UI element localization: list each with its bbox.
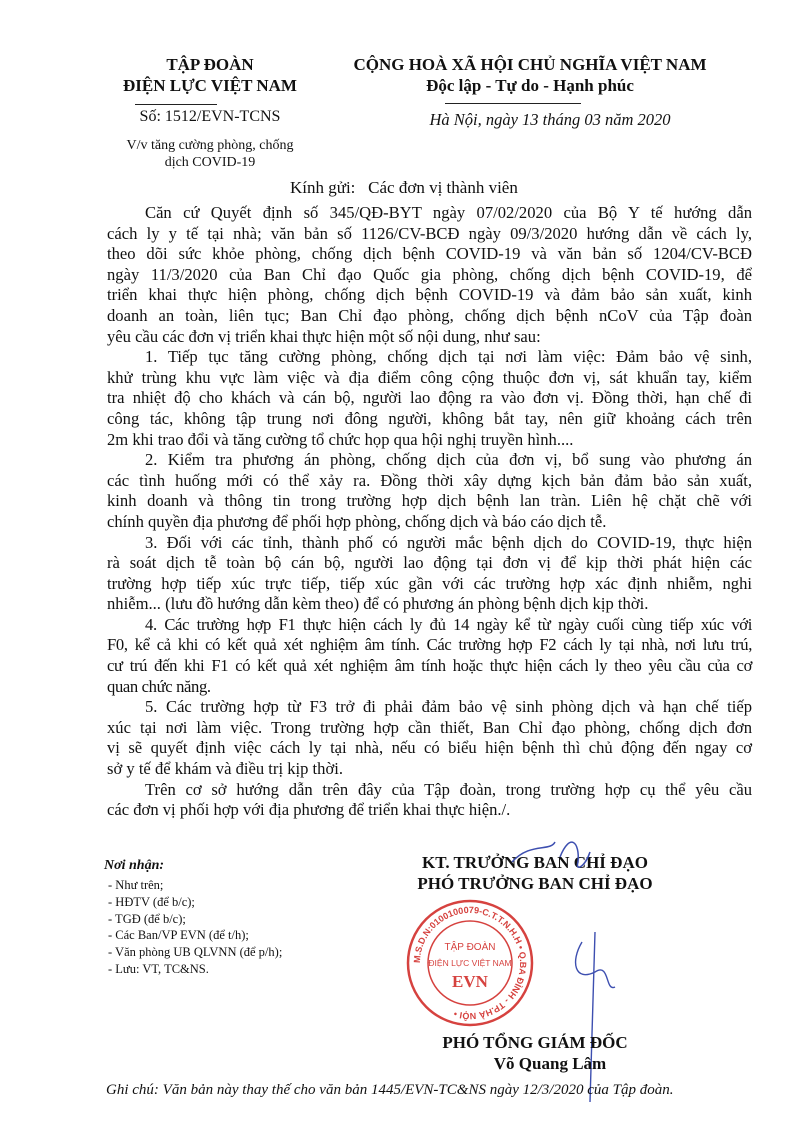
- doc-number: Số: 1512/EVN-TCNS: [139, 108, 281, 125]
- svg-text:ĐIỆN LỰC VIỆT NAM: ĐIỆN LỰC VIỆT NAM: [428, 958, 512, 968]
- issuer-line1: TẬP ĐOÀN: [166, 55, 254, 74]
- recipient-item: - Các Ban/VP EVN (để t/h);: [108, 928, 249, 943]
- text-line: rà soát dịch tễ toàn bộ cán bộ, người lao động tại đơn vị để kịp thời phát hiện các: [107, 553, 752, 573]
- paragraph: [107, 203, 752, 347]
- text-line: các đơn vị phối hợp với địa phương để triển khai thực hiện./.: [107, 800, 511, 820]
- text-line: ngày 11/3/2020 của Ban Chỉ đạo Quốc gia phòng, chống dịch bệnh COVID-19, để: [107, 264, 752, 284]
- salutation: Kính gửi: Các đơn vị thành viên: [290, 178, 518, 197]
- issuer-block: [95, 54, 325, 96]
- divider: [445, 103, 581, 104]
- text-line: 5. Các trường hợp từ F3 trở đi phải đảm bảo vệ sinh phòng dịch và hạn chế tiếp: [145, 697, 752, 717]
- signature-line2: PHÓ TRƯỞNG BAN CHỈ ĐẠO: [417, 874, 653, 893]
- text-line: cách ly y tế tại nhà; văn bản số 1126/CV-BCĐ ngày 09/3/2020 hướng dẫn về cách ly,: [107, 223, 752, 243]
- text-line: quan chức năng.: [107, 676, 211, 696]
- issuer-line2: ĐIỆN LỰC VIỆT NAM: [123, 76, 297, 95]
- paragraph: [107, 347, 752, 450]
- text-line: cư trú đến khi F1 có kết quả xét nghiệm âm tính hoặc thực hiện cách ly theo yêu cầu của cơ: [107, 656, 752, 676]
- motto: Độc lập - Tự do - Hạnh phúc: [426, 76, 634, 95]
- recipient-item: - Văn phòng UB QLVNN (để p/h);: [108, 945, 283, 960]
- text-line: công tác, không tập trung nơi đông người, không bắt tay, nên giữ khoảng cách trên: [107, 408, 752, 428]
- subject-line2: dịch COVID-19: [164, 155, 256, 170]
- text-line: chính quyền địa phương để phối hợp phòng, chống dịch và báo cáo dịch tễ.: [107, 511, 607, 531]
- footnote: Ghi chú: Văn bản này thay thế cho văn bản 1445/EVN-TC&NS ngày 12/3/2020 của Tập đoàn.: [106, 1082, 674, 1098]
- text-line: trường hợp tiếp xúc trực tiếp, tiếp xúc gần với các trường hợp xác định nhiễm, nghi: [107, 573, 752, 593]
- paragraph: [107, 533, 752, 615]
- text-line: Căn cứ Quyết định số 345/QĐ-BYT ngày 07/02/2020 của Bộ Y tế hướng dẫn: [145, 203, 752, 222]
- recipient-item: - TGĐ (để b/c);: [108, 911, 186, 926]
- text-line: 2. Kiểm tra phương án phòng, chống dịch của đơn vị, bổ sung vào phương án: [145, 450, 752, 470]
- signer-block: [390, 1032, 680, 1074]
- text-line: 1. Tiếp tục tăng cường phòng, chống dịch tại nơi làm việc: Đảm bảo vệ sinh,: [145, 347, 752, 367]
- divider: [135, 104, 217, 105]
- recipient-item: - HĐTV (để b/c);: [108, 894, 195, 909]
- signature-line1: KT. TRƯỞNG BAN CHỈ ĐẠO: [422, 853, 648, 872]
- text-line: Trên cơ sở hướng dẫn trên đây của Tập đoàn, trong trường hợp cụ thể yêu cầu: [145, 779, 752, 799]
- text-line: xúc tại nơi làm việc. Trong trường hợp cần thiết, Ban Chỉ đạo phòng, chống dịch đơn: [107, 717, 752, 737]
- subject: [95, 137, 325, 171]
- document-body: [107, 203, 752, 821]
- recipients-title: Nơi nhận:: [104, 858, 165, 873]
- signer-name: Võ Quang Lâm: [493, 1054, 607, 1073]
- text-line: yêu cầu các đơn vị triển khai thực hiện một số nội dung, như sau:: [107, 326, 541, 346]
- recipient-item: - Lưu: VT, TC&NS.: [108, 961, 209, 976]
- text-line: theo dõi sức khỏe phòng, chống dịch bệnh COVID-19 và văn bản số 1204/CV-BCĐ: [107, 244, 752, 264]
- place-date: Hà Nội, ngày 13 tháng 03 năm 2020: [429, 110, 671, 129]
- signer-position: PHÓ TỔNG GIÁM ĐỐC: [442, 1033, 628, 1052]
- nation-block: [320, 54, 740, 96]
- text-line: khử trùng khu vực làm việc và địa điểm công cộng thuộc đơn vị, sát khuẩn tay, kiểm: [107, 367, 752, 387]
- text-line: 2m khi trao đổi và tăng cường tổ chức họp qua hội nghị truyền hình....: [107, 429, 574, 449]
- text-line: kinh doanh và thông tin trong trường hợp dịch bệnh lan tràn. Liên hệ chặt chẽ với: [107, 491, 752, 511]
- paragraph: [107, 615, 752, 697]
- svg-text:EVN: EVN: [452, 972, 488, 991]
- text-line: F0, kể cả khi có kết quả xét nghiệm âm tính. Các trường hợp F2 cách ly tại nhà, nơi lưu trú,: [107, 635, 752, 655]
- text-line: triển khai thực hiện phòng, chống dịch bệnh COVID-19 và đảm bảo sản xuất, kinh: [107, 285, 752, 305]
- paragraph: [107, 697, 752, 779]
- nation-title: CỘNG HOÀ XÃ HỘI CHỦ NGHĨA VIỆT NAM: [353, 55, 707, 74]
- text-line: tra nhiệt độ cho khách và cán bộ, người lao động ra vào đơn vị. Đồng thời, hạn chế đi: [107, 388, 752, 408]
- recipient-item: - Như trên;: [108, 878, 164, 892]
- text-line: 3. Đối với các tỉnh, thành phố có người mắc bệnh dịch do COVID-19, thực hiện: [145, 532, 752, 552]
- recipients-list: [108, 877, 282, 978]
- text-line: doanh an toàn, liên tục; Ban Chỉ đạo phòng, chống dịch bệnh nCoV của Tập đoàn: [107, 305, 752, 325]
- text-line: các tình huống mới có thể xảy ra. Đồng thời xây dựng kịch bản đảm bảo sản xuất,: [107, 470, 752, 490]
- text-line: nhiễm... (lưu đồ hướng dẫn kèm theo) để có phương án phòng bệnh dịch kịp thời.: [107, 594, 649, 614]
- text-line: sở y tế để khám và điều trị kịp thời.: [107, 759, 343, 779]
- stamp-ring-text: M.S.D.N:0100100079-C.T.T.N.H.H • Q.BA ĐÌNH - TP.HÀ NỘI •: [411, 904, 529, 1022]
- text-line: vị sẽ quyết định việc cách ly tại nhà, nếu có biểu hiện bệnh thì chủ động đến ngay cơ: [107, 738, 752, 758]
- paragraph: [107, 450, 752, 532]
- text-line: 4. Các trường hợp F1 thực hiện cách ly đủ 14 ngày kể từ ngày cuối cùng tiếp xúc với: [145, 614, 752, 634]
- subject-line1: V/v tăng cường phòng, chống: [126, 138, 294, 153]
- svg-text:TẬP ĐOÀN: TẬP ĐOÀN: [444, 942, 496, 953]
